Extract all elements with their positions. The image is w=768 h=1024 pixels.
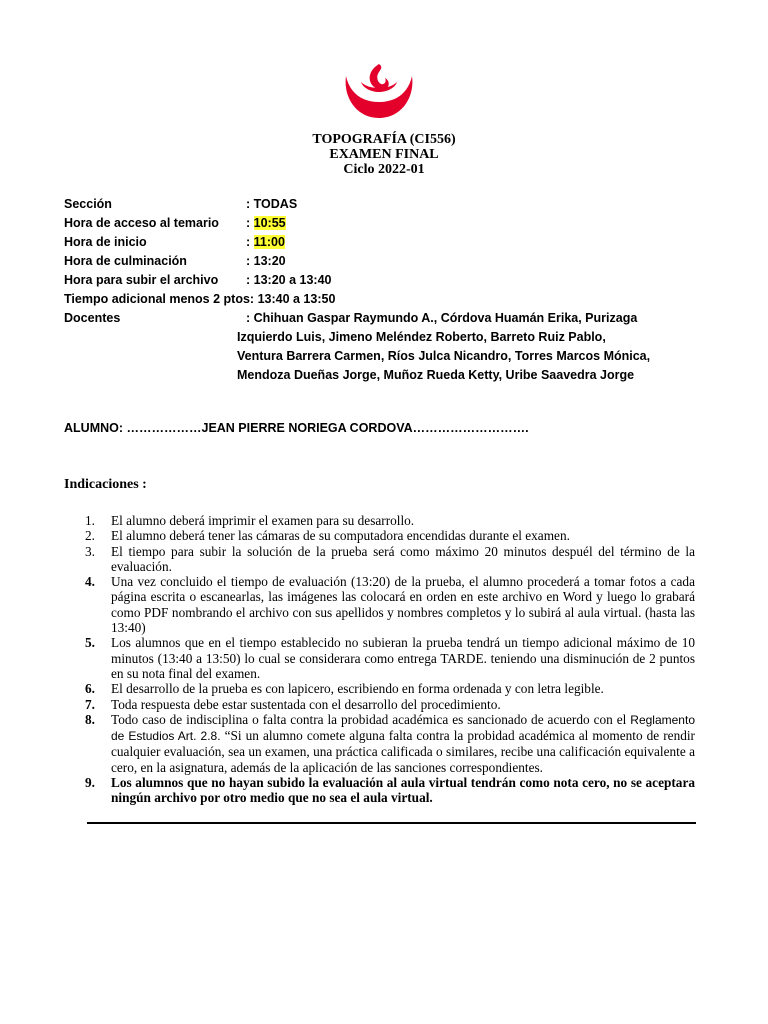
item-number: 7. (85, 696, 95, 712)
item-text: El tiempo para subir la solución de la prueba será como máximo 20 minutos despuél del término de la evaluación. (111, 543, 695, 574)
item-number: 5. (85, 635, 95, 651)
list-item (64, 635, 695, 681)
list-item (64, 544, 695, 575)
info-row-docentes-3 (64, 347, 651, 366)
item-number: 4. (85, 574, 95, 590)
list-item (64, 574, 695, 635)
acceso-value-wrap (246, 214, 286, 233)
info-row-subir (64, 271, 335, 290)
seccion-label: Sección (64, 197, 112, 211)
docentes-label: Docentes (64, 311, 121, 325)
docentes-line-2: Izquierdo Luis, Jimeno Meléndez Roberto, Barreto Ruiz Pablo, (237, 330, 606, 344)
info-row-culminacion (64, 252, 335, 271)
exam-title: EXAMEN FINAL (329, 147, 439, 162)
item-text: El alumno deberá tener las cámaras de su computadora encendidas durante el examen. (111, 528, 570, 544)
list-item (64, 775, 695, 806)
exam-header (0, 132, 768, 177)
subir-label: Hora para subir el archivo (64, 273, 219, 287)
docentes-line-4: Mendoza Dueñas Jorge, Muñoz Rueda Ketty, Uribe Saavedra Jorge (237, 368, 635, 382)
list-item (64, 697, 695, 712)
item-text: Toda respuesta debe estar sustentada con el desarrollo del procedimiento. (111, 696, 501, 712)
item-text: Una vez concluido el tiempo de evaluación (13:20) de la prueba, el alumno procederá a tomar fotos a cada página escrita o escanearlas, las imágenes las colocará en orden en este archivo en Word y luego lo grabará como PDF nombrando el archivo con sus apellidos y nombres completos y lo subirá al aula virtual. (hasta las 13:40) (111, 574, 695, 636)
acceso-colon: : (246, 216, 254, 230)
list-item (64, 513, 695, 528)
info-row-seccion (64, 195, 335, 214)
info-row-acceso (64, 214, 335, 233)
item-text: Los alumnos que en el tiempo establecido no subieran la prueba tendrá un tiempo adicional máximo de 10 minutos (13:40 a 13:50) lo cual se considerara como entrega TARDE. teniendo una disminución de 2 puntos en su nota final del examen. (111, 635, 695, 681)
list-item (64, 681, 695, 696)
item-text-a: Todo caso de indisciplina o falta contra la probidad académica es sancionado de acuerdo con el (111, 711, 631, 727)
inicio-colon: : (246, 235, 254, 249)
item-number: 2. (85, 528, 95, 544)
upc-logo (343, 62, 415, 120)
info-row-docentes-2 (64, 328, 606, 347)
item-number: 8. (85, 711, 95, 727)
item-text: Los alumnos que no hayan subido la evaluación al aula virtual tendrán como nota cero, no se aceptara ningún archivo por otro medio que no sea el aula virtual. (111, 775, 695, 806)
docentes-line-3: Ventura Barrera Carmen, Ríos Julca Nicandro, Torres Marcos Mónica, (237, 349, 651, 363)
subir-value: : 13:20 a 13:40 (246, 273, 332, 287)
inicio-value-wrap (246, 233, 285, 252)
item-number: 3. (85, 543, 95, 559)
info-row-inicio (64, 233, 335, 252)
info-row-docentes (64, 309, 638, 328)
seccion-value: : TODAS (246, 197, 298, 211)
inicio-label: Hora de inicio (64, 235, 147, 249)
docentes-line-1: : Chihuan Gaspar Raymundo A., Córdova Huamán Erika, Purizaga (246, 311, 638, 325)
adicional-value: 13:40 a 13:50 (254, 292, 336, 306)
info-row-docentes-4 (64, 366, 635, 385)
bottom-rule (87, 822, 696, 824)
course-title: TOPOGRAFÍA (CI556) (312, 132, 456, 147)
indicaciones-list (64, 513, 695, 806)
list-item (64, 528, 695, 543)
item-text: El desarrollo de la prueba es con lapicero, escribiendo en forma ordenada y con letra legible. (111, 681, 604, 697)
acceso-value: 10:55 (253, 216, 286, 230)
item-number: 1. (85, 513, 95, 528)
adicional-label: Tiempo adicional menos 2 ptos: (64, 292, 255, 306)
cycle-title: Ciclo 2022-01 (343, 162, 425, 177)
item-text-c: “Si un alumno comete alguna falta contra la probidad académica al momento de rendir cualquier evaluación, sea un examen, una práctica calificada o similares, recibe una calificación equivalente a cero, en la asignatura, además de la aplicación de las sanciones correspondientes. (111, 728, 695, 775)
info-row-adicional (64, 290, 335, 309)
inicio-value: 11:00 (253, 235, 285, 249)
exam-info (64, 195, 651, 385)
item-number: 9. (85, 775, 95, 791)
culminacion-value: : 13:20 (246, 254, 286, 268)
item-number: 6. (85, 681, 95, 697)
logo-flame (370, 64, 389, 90)
student-name: ALUMNO: ………………JEAN PIERRE NORIEGA CORDOVA………………………. (64, 421, 529, 435)
indicaciones-title: Indicaciones : (64, 477, 147, 492)
acceso-label: Hora de acceso al temario (64, 216, 219, 230)
item-text-regulation: Reglamento de Estudios Art. 2.8. (111, 712, 695, 744)
item-text: El alumno deberá imprimir el examen para su desarrollo. (111, 513, 415, 528)
list-item (64, 712, 695, 775)
culminacion-label: Hora de culminación (64, 254, 187, 268)
